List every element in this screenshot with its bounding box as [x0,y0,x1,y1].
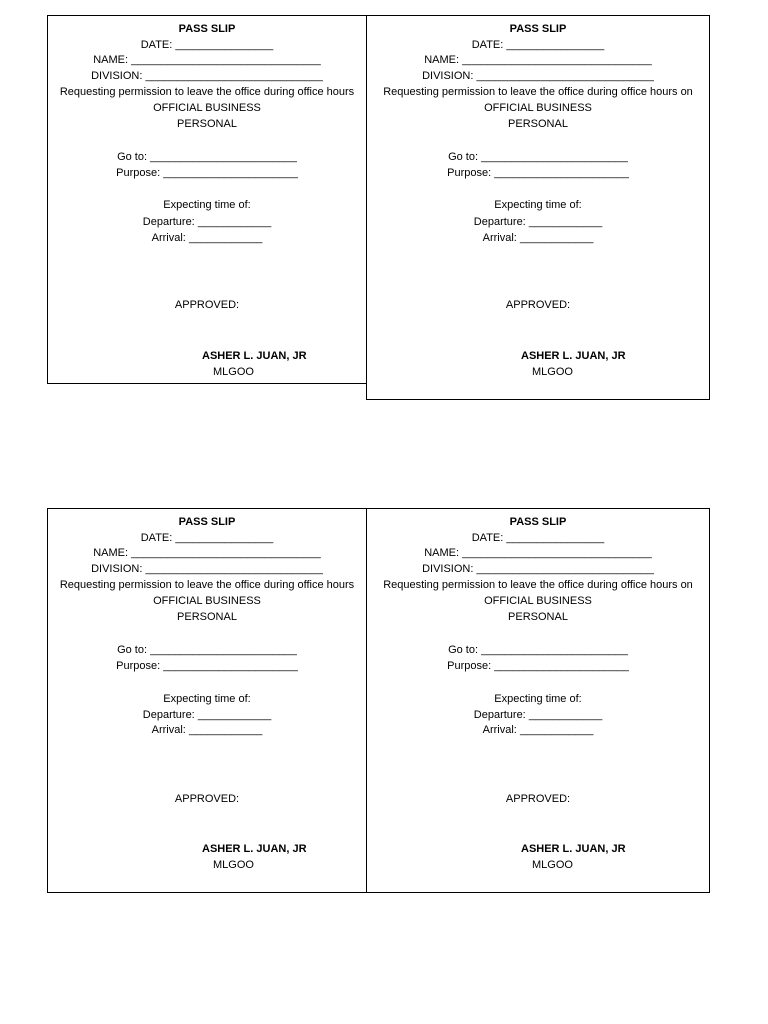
personal-option: PERSONAL [177,118,237,130]
name-field[interactable]: _______________________________ [462,54,652,66]
departure-row [48,215,366,229]
departure-field[interactable]: ____________ [528,709,603,721]
arrival-label: Arrival: [482,232,517,244]
departure-label: Departure: [473,709,526,721]
division-row [48,69,366,83]
goto-field[interactable]: ________________________ [481,644,628,656]
approved-label: APPROVED: [505,793,571,805]
date-row [367,531,709,545]
pass-slip-top-left [47,15,367,384]
arrival-field[interactable]: ____________ [188,724,263,736]
division-label: DIVISION: [422,563,474,575]
arrival-label: Arrival: [151,232,186,244]
division-field[interactable]: _____________________________ [476,70,654,82]
purpose-label: Purpose: [447,167,492,179]
purpose-row [367,166,709,180]
slip-title: PASS SLIP [509,23,567,35]
arrival-label: Arrival: [482,724,517,736]
goto-field[interactable]: ________________________ [150,644,297,656]
division-field[interactable]: _____________________________ [145,563,323,575]
arrival-field[interactable]: ____________ [519,232,594,244]
purpose-field[interactable]: ______________________ [494,167,629,179]
name-label: NAME: [93,547,129,559]
division-label: DIVISION: [91,70,143,82]
expecting-label: Expecting time of: [494,693,582,705]
division-field[interactable]: _____________________________ [145,70,323,82]
departure-field[interactable]: ____________ [528,216,603,228]
name-label: NAME: [424,547,460,559]
arrival-row [367,723,709,737]
name-label: NAME: [93,54,129,66]
date-label: DATE: [471,532,504,544]
personal-option: PERSONAL [508,118,568,130]
arrival-field[interactable]: ____________ [519,724,594,736]
official-business-option: OFFICIAL BUSINESS [484,595,592,607]
goto-row [48,643,366,657]
date-row [48,38,366,52]
slip-title: PASS SLIP [509,516,567,528]
arrival-row [48,723,366,737]
name-row [48,546,366,560]
arrival-field[interactable]: ____________ [188,232,263,244]
slip-title: PASS SLIP [178,516,236,528]
official-business-option: OFFICIAL BUSINESS [484,102,592,114]
goto-label: Go to: [448,644,479,656]
goto-field[interactable]: ________________________ [150,151,297,163]
goto-label: Go to: [117,151,148,163]
slip-title: PASS SLIP [178,23,236,35]
pass-slip-bottom-right [366,508,710,893]
purpose-row [48,659,366,673]
request-text: Requesting permission to leave the office during office hours [59,579,355,591]
purpose-row [367,659,709,673]
pass-slip-top-right [366,15,710,400]
division-field[interactable]: _____________________________ [476,563,654,575]
date-label: DATE: [140,39,173,51]
personal-option: PERSONAL [177,611,237,623]
departure-row [48,708,366,722]
expecting-label: Expecting time of: [163,693,251,705]
goto-row [367,150,709,164]
departure-row [367,708,709,722]
signatory-name: ASHER L. JUAN, JR [202,350,307,362]
official-business-option: OFFICIAL BUSINESS [153,595,261,607]
name-field[interactable]: _______________________________ [462,547,652,559]
signatory-name: ASHER L. JUAN, JR [521,843,626,855]
purpose-row [48,166,366,180]
division-label: DIVISION: [91,563,143,575]
official-business-option: OFFICIAL BUSINESS [153,102,261,114]
division-row [48,562,366,576]
date-field[interactable]: ________________ [175,532,274,544]
pass-slip-bottom-left [47,508,367,893]
purpose-field[interactable]: ______________________ [494,660,629,672]
approved-label: APPROVED: [174,299,240,311]
purpose-field[interactable]: ______________________ [163,660,298,672]
goto-label: Go to: [117,644,148,656]
arrival-row [367,231,709,245]
approved-label: APPROVED: [505,299,571,311]
name-label: NAME: [424,54,460,66]
name-row [48,53,366,67]
date-field[interactable]: ________________ [175,39,274,51]
goto-field[interactable]: ________________________ [481,151,628,163]
name-field[interactable]: _______________________________ [131,547,321,559]
signatory-title: MLGOO [213,859,254,871]
name-row [367,546,709,560]
division-row [367,562,709,576]
purpose-field[interactable]: ______________________ [163,167,298,179]
request-text: Requesting permission to leave the office during office hours on [383,579,693,591]
arrival-row [48,231,366,245]
signatory-title: MLGOO [532,366,573,378]
date-field[interactable]: ________________ [506,39,605,51]
departure-field[interactable]: ____________ [197,709,272,721]
expecting-label: Expecting time of: [494,199,582,211]
personal-option: PERSONAL [508,611,568,623]
signatory-title: MLGOO [532,859,573,871]
purpose-label: Purpose: [447,660,492,672]
signatory-name: ASHER L. JUAN, JR [521,350,626,362]
expecting-label: Expecting time of: [163,199,251,211]
approved-label: APPROVED: [174,793,240,805]
date-row [48,531,366,545]
division-label: DIVISION: [422,70,474,82]
date-label: DATE: [471,39,504,51]
purpose-label: Purpose: [116,167,161,179]
goto-label: Go to: [448,151,479,163]
arrival-label: Arrival: [151,724,186,736]
goto-row [48,150,366,164]
request-text: Requesting permission to leave the office during office hours on [383,86,693,98]
name-row [367,53,709,67]
date-row [367,38,709,52]
date-label: DATE: [140,532,173,544]
date-field[interactable]: ________________ [506,532,605,544]
departure-label: Departure: [142,216,195,228]
departure-field[interactable]: ____________ [197,216,272,228]
departure-label: Departure: [473,216,526,228]
signatory-title: MLGOO [213,366,254,378]
name-field[interactable]: _______________________________ [131,54,321,66]
request-text: Requesting permission to leave the office during office hours [59,86,355,98]
division-row [367,69,709,83]
goto-row [367,643,709,657]
purpose-label: Purpose: [116,660,161,672]
signatory-name: ASHER L. JUAN, JR [202,843,307,855]
departure-label: Departure: [142,709,195,721]
departure-row [367,215,709,229]
